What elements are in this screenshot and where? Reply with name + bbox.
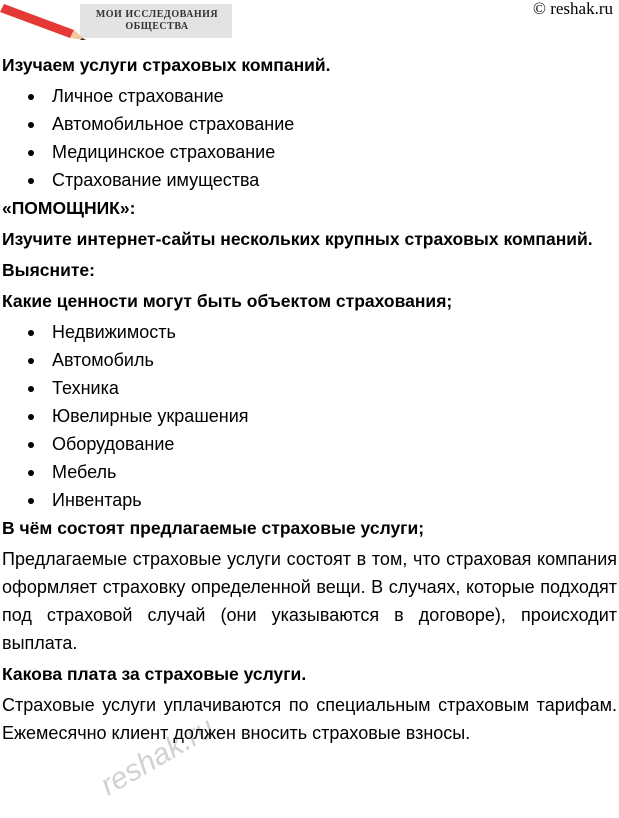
list-item: Инвентарь xyxy=(2,486,617,514)
list-item: Техника xyxy=(2,374,617,402)
insurance-types-list xyxy=(2,82,617,194)
find-out-heading: Выясните: xyxy=(2,260,95,280)
insured-values-list xyxy=(2,318,617,514)
list-item: Оборудование xyxy=(2,430,617,458)
list-item: Страхование имущества xyxy=(2,166,617,194)
list-item: Мебель xyxy=(2,458,617,486)
list-item: Ювелирные украшения xyxy=(2,402,617,430)
logo xyxy=(0,0,232,40)
document-content xyxy=(2,51,617,747)
logo-line-1: МОИ ИССЛЕДОВАНИЯ xyxy=(95,9,219,20)
list-item: Недвижимость xyxy=(2,318,617,346)
offered-services-text: Предлагаемые страховые услуги состоят в том, что страховая компания оформляет страховку определенной вещи. В случаях, которые подходят под страховой случай (они указываются в договоре), происходит выплата. xyxy=(2,549,617,653)
fee-text: Страховые услуги уплачиваются по специальным страховым тарифам. Ежемесячно клиент должен вносить страховые взносы. xyxy=(2,695,617,743)
section-heading-services: Изучаем услуги страховых компаний. xyxy=(2,55,331,75)
section-heading-offered-services: В чём состоят предлагаемые страховые услуги; xyxy=(2,518,425,538)
logo-line-2: ОБЩЕСТВА xyxy=(125,21,189,32)
site-credit: © reshak.ru xyxy=(533,0,613,18)
list-item: Автомобильное страхование xyxy=(2,110,617,138)
list-item: Медицинское страхование xyxy=(2,138,617,166)
helper-task: Изучите интернет-сайты нескольких крупных страховых компаний. xyxy=(2,229,593,249)
watermark: reshak.ru xyxy=(94,711,220,803)
logo-text xyxy=(82,9,232,33)
section-heading-values: Какие ценности могут быть объектом страхования; xyxy=(2,291,453,311)
section-heading-fee: Какова плата за страховые услуги. xyxy=(2,664,307,684)
helper-heading: «ПОМОЩНИК»: xyxy=(2,198,136,218)
list-item: Личное страхование xyxy=(2,82,617,110)
list-item: Автомобиль xyxy=(2,346,617,374)
page-header xyxy=(0,0,619,40)
